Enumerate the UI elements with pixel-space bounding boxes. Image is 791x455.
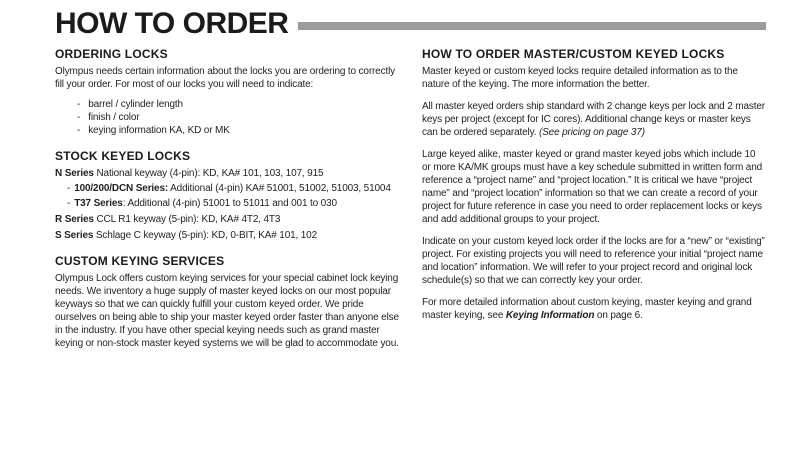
- master-keyed-paragraph-3: Large keyed alike, master keyed or grand master keyed jobs which include 10 or more KA/MK groups must have a key schedule submitted in written form and reference a “project name” and “project location.” It is critical we have “project name” and “project location” information so that we can create a record of your project for future reference in case you need to order replacement locks or keys and add additional groups to your project.: [422, 149, 763, 225]
- bullet-dash: -: [77, 125, 81, 136]
- line-dash: -: [67, 183, 71, 194]
- pricing-note: (See pricing on page 37): [538, 127, 645, 138]
- section-heading-master-custom-keyed: HOW TO ORDER MASTER/CUSTOM KEYED LOCKS: [422, 47, 725, 61]
- bullet-item: [55, 124, 403, 137]
- series-detail: National keyway (4-pin): KD, KA# 101, 103, 107, 915: [93, 168, 324, 179]
- page-header: [55, 8, 766, 40]
- series-line: [55, 213, 403, 226]
- custom-keying-services-body: Olympus Lock offers custom keying services for your special cabinet lock keying needs. We inventory a huge supply of master keyed locks on our most popular keyways so that we can quickly fulfill your custom keyed order. We pride ourselves on being able to ship your master keyed order faster than anyone else in the industry. If you have other special keying needs such as grand master keying or non-stock master keyed systems we will be glad to accommodate you.: [55, 273, 399, 349]
- paragraph-text: For more detailed information about custom keying, master keying and grand master keying, see: [422, 297, 752, 321]
- content-columns: [55, 48, 766, 357]
- master-keyed-paragraph-4: Indicate on your custom keyed lock order if the locks are for a “new” or “existing” project. For existing projects you will need to reference your initial “project name and location” information. We will refer to your project record and original lock schedule(s) so that we can correctly key your order.: [422, 236, 765, 286]
- ordering-locks-intro: Olympus needs certain information about the locks you are ordering to correctly fill your order. For most of our locks you will need to indicate:: [55, 66, 395, 90]
- left-column: [55, 48, 403, 357]
- series-name: 100/200/DCN Series:: [74, 183, 169, 194]
- series-line: [55, 229, 403, 242]
- ordering-locks-bullet-list: [55, 98, 403, 137]
- paragraph-text: All master keyed orders ship standard with 2 change keys per lock and 2 master keys per project (except for IC cores). Additional change keys or master keys can be ordered separately.: [422, 101, 765, 138]
- right-column: [422, 48, 766, 357]
- series-name: S Series: [55, 230, 94, 241]
- section-heading-custom-keying-services: CUSTOM KEYING SERVICES: [55, 254, 225, 268]
- master-keyed-paragraph-2: [422, 100, 766, 139]
- series-name: N Series: [55, 168, 94, 179]
- bullet-text: barrel / cylinder length: [88, 99, 183, 110]
- series-line: [55, 167, 403, 180]
- stock-keyed-locks-list: [55, 167, 403, 242]
- section-heading-stock-keyed-locks: STOCK KEYED LOCKS: [55, 149, 191, 163]
- series-line: [55, 182, 403, 195]
- master-keyed-paragraph-1: Master keyed or custom keyed locks require detailed information as to the nature of the keying. The more information the better.: [422, 66, 738, 90]
- line-dash: -: [67, 198, 71, 209]
- series-name: T37 Series: [74, 198, 123, 209]
- series-detail: CCL R1 keyway (5-pin): KD, KA# 4T2, 4T3: [93, 214, 281, 225]
- bullet-item: [55, 111, 403, 124]
- series-detail: Additional (4-pin) KA# 51001, 51002, 51003, 51004: [168, 183, 391, 194]
- bullet-text: keying information KA, KD or MK: [88, 125, 230, 136]
- page-title: HOW TO ORDER: [55, 7, 289, 40]
- section-heading-ordering-locks: ORDERING LOCKS: [55, 47, 168, 61]
- master-keyed-paragraph-5: [422, 296, 766, 322]
- series-detail: : Additional (4-pin) 51001 to 51011 and 001 to 030: [122, 198, 337, 209]
- bullet-text: finish / color: [88, 112, 140, 123]
- bullet-dash: -: [77, 112, 81, 123]
- series-name: R Series: [55, 214, 94, 225]
- keying-information-reference: Keying Information: [505, 310, 595, 321]
- series-detail: Schlage C keyway (5-pin): KD, 0-BIT, KA# 101, 102: [93, 230, 318, 241]
- paragraph-text: on page 6.: [594, 310, 643, 321]
- bullet-item: [55, 98, 403, 111]
- header-accent-bar: [298, 22, 766, 30]
- bullet-dash: -: [77, 99, 81, 110]
- series-line: [55, 197, 403, 210]
